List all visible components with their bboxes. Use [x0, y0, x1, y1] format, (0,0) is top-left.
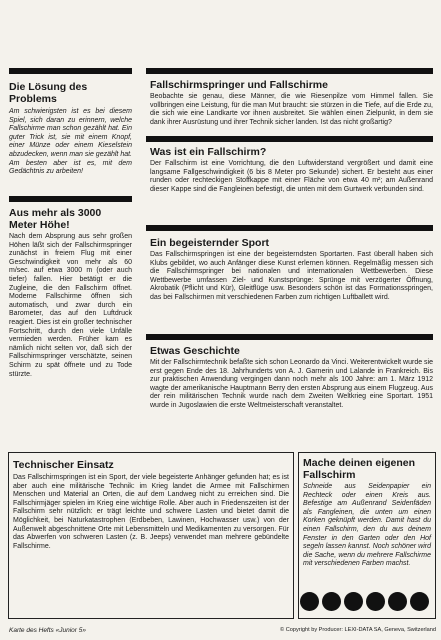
section-text: Beobachte sie genau, diese Männer, die wie Riesenpilze vom Himmel fallen. Sie vollbringen eine Leistung, für die man Mut braucht: sie stürzen in die Tiefe, auf die Erde zu, die sich wie eine Landkarte vor ihnen ausbreitet. Sie wählen einen Zielpunkt, in dem sie dank ihrer Ausrüstung und ihrer Technik sicher landen. Ist das nicht großartig?: [150, 93, 433, 126]
dot: [322, 592, 341, 611]
dot: [410, 592, 429, 611]
section-title: Technischer Einsatz: [13, 459, 114, 471]
section-title: Mache deinen eigenen Fallschirm: [303, 457, 416, 481]
divider-bar: [146, 136, 433, 142]
section-text: Nach dem Absprung aus sehr großen Höhen läßt sich der Fallschirmspringer zunächst in freiem Flug mit einer Geschwindigkeit von mehr als 60 m/sec. auf etwa 3000 m (oder auch tiefer) fallen. Hier betätigt er die Zugleine, die den Fallschirm öffnet. Moderne Fallschirme öffnen sich automatisch, und zwar durch ein Barometer, das auf den Luftdruck reagiert. Dies ist ein großer technischer Fortschritt, durch den viele Unfälle vermieden werden. Früher kam es nämlich nicht selten vor, daß sich der Fallschirmspringer verschätzte, seinen Schirm zu spät öffnete und zu Tode stürzte.: [9, 233, 132, 378]
dot: [344, 592, 363, 611]
section-text: Schneide aus Seidenpapier ein Rechteck oder einen Kreis aus. Befestige am Außenrand Seidenfäden als Fangleinen, die unten um einen Korken geknüpft werden. Damit hast du einen Fallschirm, den du aus deinem Fenster in den Garten oder den Hof segeln lassen kannst. Noch schöner wird die Sache, wenn du mehrere Fallschirme mit verschiedenen Farben machst.: [303, 483, 431, 568]
section-title: Etwas Geschichte: [150, 345, 240, 357]
dot-row: [300, 592, 435, 616]
section-text: Am schwierigsten ist es bei diesem Spiel, sich daran zu erinnern, welche Fallschirme man schon gezählt hat. Ein guter Trick ist, sie mit einem Knopf, einer Münze oder einem Kieselstein abzudecken, wenn man sie gezählt hat. Am besten aber ist es, mit dem Gedächtnis zu arbeiten!: [9, 108, 132, 176]
section-text: Der Fallschirm ist eine Vorrichtung, die den Luftwiderstand vergrößert und damit eine langsame Fallgeschwindigkeit (6 bis 8 Meter pro Sekunde) sichert. Er besteht aus einer runden oder rechteckigen Stoffkappe mit einer Fläche von etwa 40 m²; am Außenrand dieser Kappe sind die Fangleinen befestigt, die unten mit dem Gurtwerk verbunden sind.: [150, 160, 433, 193]
divider-bar: [146, 334, 433, 340]
footer-left: Karte des Hefts «Junior 5»: [9, 627, 86, 634]
footer-right: © Copyright by Producer: LEXI-DATA SA, Geneva, Switzerland: [280, 627, 436, 633]
divider-bar: [9, 68, 132, 74]
section-text: Das Fallschirmspringen ist ein Sport, der viele begeisterte Anhänger gefunden hat; es ist aber auch eine militärische Technik: im Krieg landet die Armee mit Fallschirmen Menschen und Material an Orten, die auf dem Landweg nicht zu erreichen sind. Die Fallschirmjäger spielen im Krieg eine wichtige Rolle. Aber auch in Friedenszeiten ist der Fallschirm sehr nützlich: er trägt leichte und schwere Lasten und bietet damit die Möglichkeit, bei Naturkatastrophen (Erdbeben, Lawinen, Hochwasser usw.) von der Außenwelt abgeschnittene Orte mit Lebensmitteln und Medikamenten zu versorgen. Für das Abwerfen von schweren Lasten (z. B. Jeeps) verwendet man mehrere gebündelte Fallschirme.: [13, 474, 289, 550]
section-title: Fallschirmspringer und Fallschirme: [150, 79, 328, 91]
section-title: Ein begeisternder Sport: [150, 237, 270, 249]
dot: [388, 592, 407, 611]
divider-bar: [146, 225, 433, 231]
section-title: Was ist ein Fallschirm?: [150, 146, 267, 158]
section-text: Das Fallschirmspringen ist eine der begeisterndsten Sportarten. Fast überall haben sich Klubs gebildet, wo auch Anfänger diese Kunst erlernen können. Regelmäßig messen sich die Fallschirmspringer bei nationalen und internationalen Wettbewerben. Diese Wettbewerbe umfassen Ziel- und Kunstsprünge: Sprünge mit verzögerter Öffnung, Akrobatik (Pflicht und Kür), Gleitflüge usw. Besonders schön ist das Formationsspringen, das bei Fallschirmen mit verschiedenen Farben zum richtigen Luftballett wird.: [150, 251, 433, 301]
section-title: Die Lösung des Problems: [9, 81, 88, 105]
section-title: Aus mehr als 3000 Meter Höhe!: [9, 207, 102, 231]
divider-bar: [146, 68, 433, 74]
dot: [300, 592, 319, 611]
divider-bar: [9, 196, 132, 202]
section-text: Mit der Fallschirmtechnik befaßte sich schon Leonardo da Vinci. Weiterentwickelt wurde sie erst gegen Ende des 18. Jahrhunderts von A. J. Garnerin und Lalande in Frankreich. Bis zur praktischen Anwendung vergingen dann noch mehr als 100 Jahre: am 1. März 1912 wagte der amerikanische Hauptmann Berry den ersten Absprung aus einem Flugzeug. Aus der rein militärischen Technik wurde nach dem Zweiten Weltkrieg eine Sportart. 1951 wurde in Jugoslawien die erste Weltmeisterschaft veranstaltet.: [150, 359, 433, 409]
dot: [366, 592, 385, 611]
